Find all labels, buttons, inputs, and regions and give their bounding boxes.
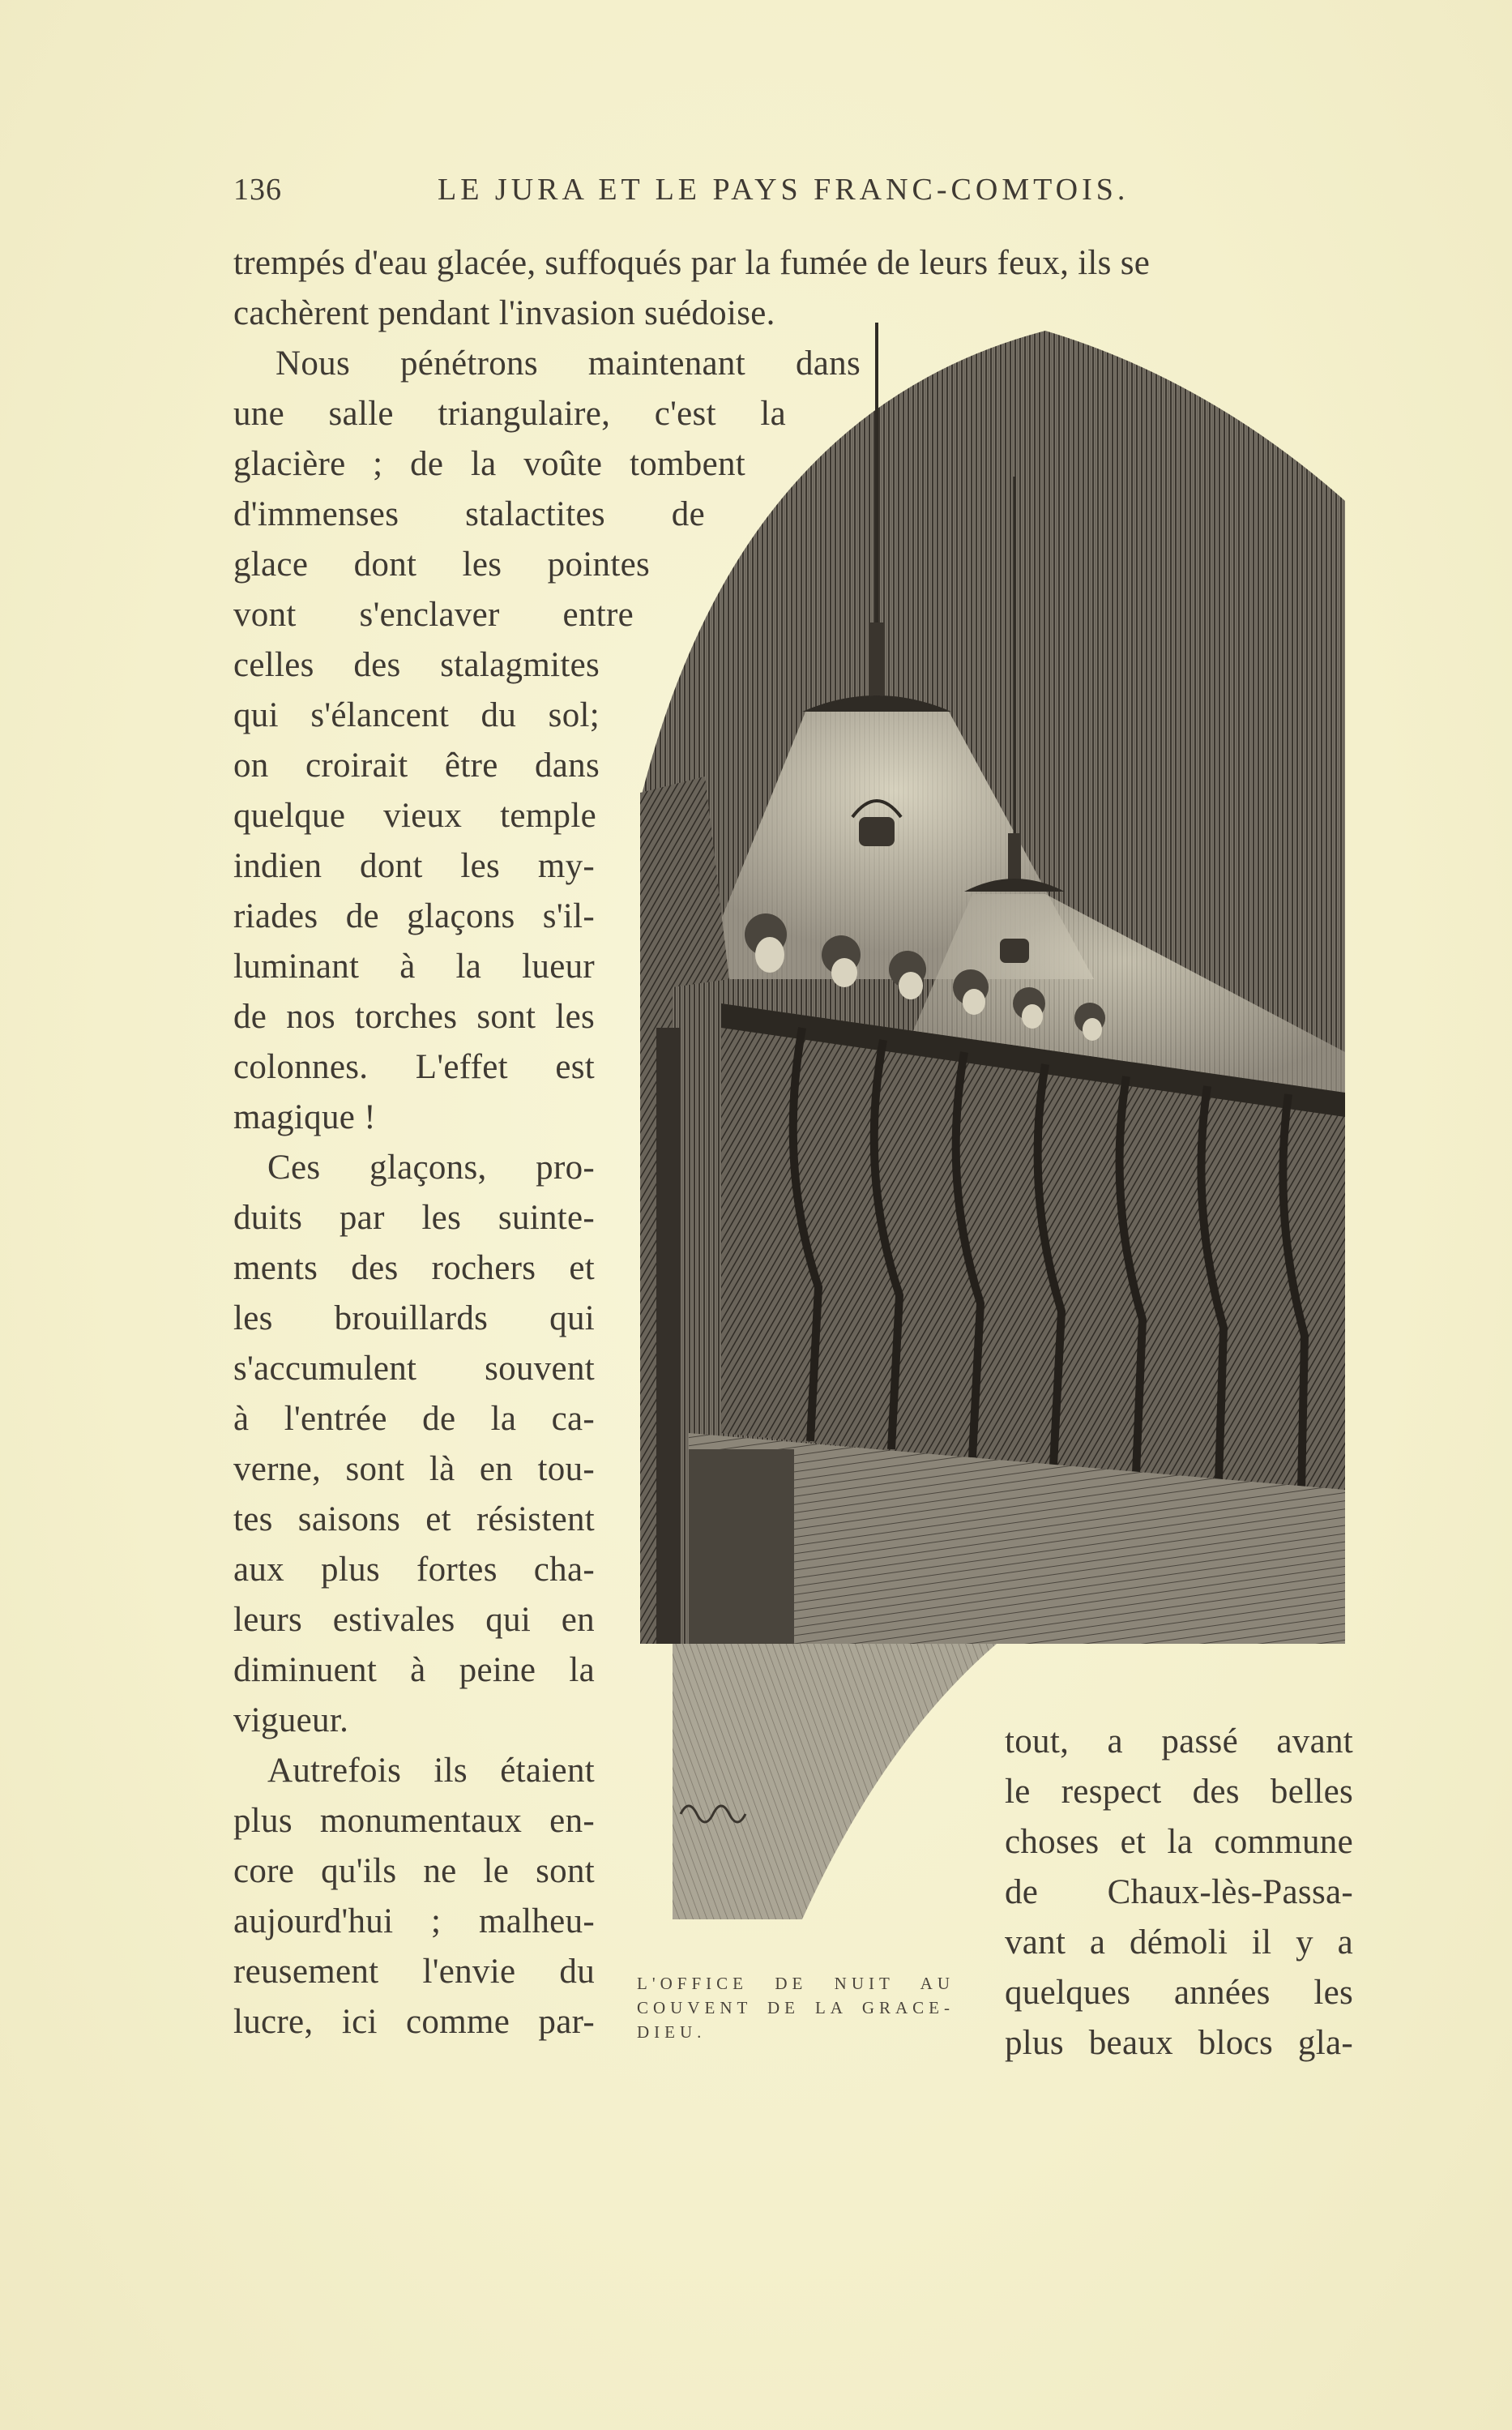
right-text-line-2: le respect des belles xyxy=(1005,1773,1353,1811)
right-text-line-4: de Chaux-lès-Passa- xyxy=(1005,1873,1353,1911)
text-line-9: celles des stalagmites xyxy=(233,646,600,684)
text-line-22: les brouillards qui xyxy=(233,1299,595,1337)
text-line-33: core qu'ils ne le sont xyxy=(233,1852,595,1890)
text-line-2: cachèrent pendant l'invasion suédoise. xyxy=(233,294,775,332)
text-line-1: trempés d'eau glacée, suffoqués par la fumée de leurs feux, ils se xyxy=(233,244,1151,282)
text-line-34: aujourd'hui ; malheu- xyxy=(233,1902,595,1940)
text-line-14: riades de glaçons s'il- xyxy=(233,897,595,935)
text-line-8: vont s'enclaver entre xyxy=(233,596,634,634)
text-line-25: verne, sont là en tou- xyxy=(233,1450,595,1488)
text-line-21: ments des rochers et xyxy=(233,1249,595,1287)
right-text-line-1: tout, a passé avant xyxy=(1005,1722,1353,1760)
text-line-28: leurs estivales qui en xyxy=(233,1601,595,1639)
page-number: 136 xyxy=(233,173,282,207)
running-title: LE JURA ET LE PAYS FRANC-COMTOIS. xyxy=(438,173,1130,207)
text-line-5: glacière ; de la voûte tombent xyxy=(233,445,745,483)
text-line-17: colonnes. L'effet est xyxy=(233,1048,595,1086)
text-line-16: de nos torches sont les xyxy=(233,998,595,1036)
text-line-18: magique ! xyxy=(233,1098,376,1136)
illustration-caption: L'OFFICE DE NUIT AU COUVENT DE LA GRACE-DIEU. xyxy=(637,1974,955,2042)
text-line-11: on croirait être dans xyxy=(233,747,600,785)
text-line-29: diminuent à peine la xyxy=(233,1651,595,1689)
text-line-7: glace dont les pointes xyxy=(233,545,650,584)
text-line-23: s'accumulent souvent xyxy=(233,1350,595,1388)
text-line-30: vigueur. xyxy=(233,1701,349,1739)
text-line-36: lucre, ici comme par- xyxy=(233,2003,595,2041)
right-text-line-6: quelques années les xyxy=(1005,1974,1353,2012)
text-line-24: à l'entrée de la ca- xyxy=(233,1400,595,1438)
text-line-10: qui s'élancent du sol; xyxy=(233,696,600,734)
right-text-line-7: plus beaux blocs gla- xyxy=(1005,2024,1353,2062)
text-line-20: duits par les suinte- xyxy=(233,1199,595,1237)
page-header xyxy=(233,172,1157,220)
text-line-31: Autrefois ils étaient xyxy=(267,1752,595,1790)
text-line-32: plus monumentaux en- xyxy=(233,1802,595,1840)
right-text-line-3: choses et la commune xyxy=(1005,1823,1353,1861)
text-line-19: Ces glaçons, pro- xyxy=(267,1149,595,1187)
text-line-27: aux plus fortes cha- xyxy=(233,1551,595,1589)
right-text-line-5: vant a démoli il y a xyxy=(1005,1923,1353,1962)
text-line-13: indien dont les my- xyxy=(233,847,595,885)
text-line-4: une salle triangulaire, c'est la xyxy=(233,395,786,433)
text-line-35: reusement l'envie du xyxy=(233,1953,595,1991)
text-line-15: luminant à la lueur xyxy=(233,948,595,986)
text-line-12: quelque vieux temple xyxy=(233,797,596,835)
text-line-3: Nous pénétrons maintenant dans xyxy=(275,344,861,383)
engraving-illustration xyxy=(640,314,1353,1927)
text-line-6: d'immenses stalactites de xyxy=(233,495,705,533)
text-line-26: tes saisons et résistent xyxy=(233,1500,595,1538)
